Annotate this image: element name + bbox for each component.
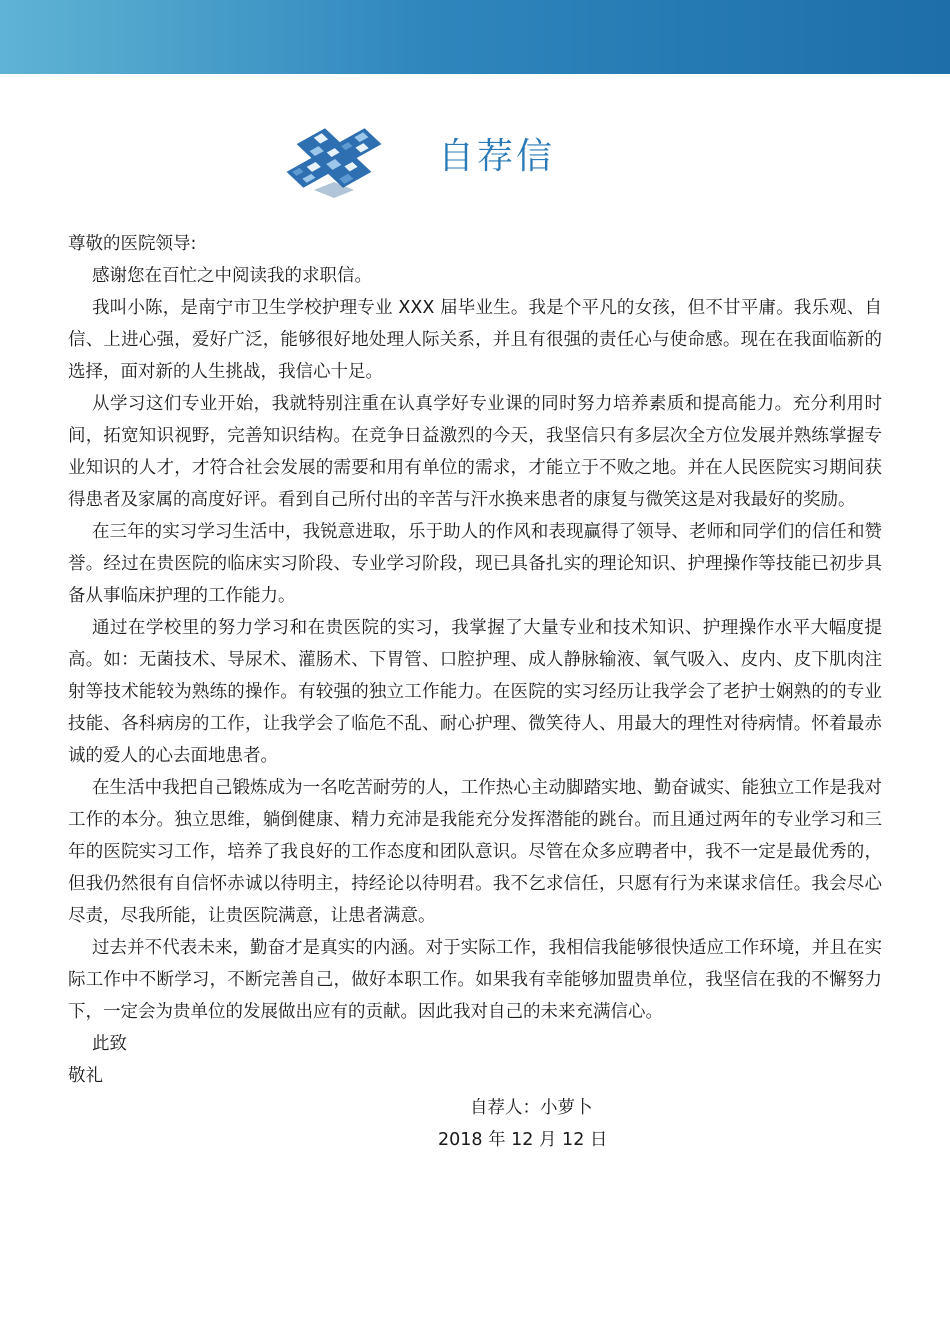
letter-paragraph: 在三年的实习学习生活中，我锐意进取，乐于助人的作风和表现赢得了领导、老师和同学们的信任和赞誉。经过在贵医院的临床实习阶段、专业学习阶段，现已具备扎实的理论知识、护理操作等技能已初步具备从事临床护理的工作能力。 <box>68 522 882 606</box>
closing-salute: 敬礼 <box>68 1066 103 1086</box>
page-title: 自荐信 <box>438 136 556 177</box>
top-banner-bar <box>0 0 950 74</box>
letter-date: 2018 年 12 月 12 日 <box>438 1130 608 1150</box>
closing-line: 此致 <box>92 1034 127 1054</box>
letter-paragraph: 过去并不代表未来，勤奋才是真实的内涵。对于实际工作，我相信我能够很快适应工作环境，并且在实际工作中不断学习，不断完善自己，做好本职工作。如果我有幸能够加盟贵单位，我坚信在我的不懈努力下，一定会为贵单位的发展做出应有的贡献。因此我对自己的未来充满信心。 <box>68 938 882 1022</box>
letter-paragraph: 感谢您在百忙之中阅读我的求职信。 <box>92 266 372 286</box>
puzzle-cross-icon <box>284 116 384 202</box>
letter-body <box>68 228 882 1156</box>
letter-paragraph: 从学习这们专业开始，我就特别注重在认真学好专业课的同时努力培养素质和提高能力。充分利用时间，拓宽知识视野，完善知识结构。在竞争日益激烈的今天，我坚信只有多层次全方位发展并熟练掌握专业知识的人才，才符合社会发展的需要和用有单位的需求，才能立于不败之地。并在人民医院实习期间获得患者及家属的高度好评。看到自己所付出的辛苦与汗水换来患者的康复与微笑这是对我最好的奖励。 <box>68 394 882 510</box>
letter-paragraph: 通过在学校里的努力学习和在贵医院的实习，我掌握了大量专业和技术知识、护理操作水平大幅度提高。如：无菌技术、导尿术、灌肠术、下胃管、口腔护理、成人静脉输液、氧气吸入、皮内、皮下肌肉注射等技术能较为熟练的操作。有较强的独立工作能力。在医院的实习经历让我学会了老护士娴熟的的专业技能、各科病房的工作，让我学会了临危不乱、耐心护理、微笑待人、用最大的理性对待病情。怀着最赤诚的爱人的心去面地患者。 <box>68 618 882 766</box>
salutation: 尊敬的医院领导: <box>68 234 197 254</box>
letter-paragraph: 我叫小陈，是南宁市卫生学校护理专业 XXX 届毕业生。我是个平凡的女孩，但不甘平庸。我乐观、自信、上进心强，爱好广泛，能够很好地处理人际关系，并且有很强的责任心与使命感。现在在我面临新的选择，面对新的人生挑战，我信心十足。 <box>68 298 882 382</box>
letter-header <box>0 108 950 198</box>
letter-paragraph: 在生活中我把自己锻炼成为一名吃苦耐劳的人，工作热心主动脚踏实地、勤奋诚实、能独立工作是我对工作的本分。独立思维，躺倒健康、精力充沛是我能充分发挥潜能的跳台。而且通过两年的专业学习和三年的医院实习工作，培养了我良好的工作态度和团队意识。尽管在众多应聘者中，我不一定是最优秀的，但我仍然很有自信怀赤诚以待明主，持经论以待明君。我不乞求信任，只愿有行为来谋求信任。我会尽心尽责，尽我所能，让贵医院满意，让患者满意。 <box>68 778 882 926</box>
signature: 自荐人：小萝卜 <box>470 1098 593 1118</box>
